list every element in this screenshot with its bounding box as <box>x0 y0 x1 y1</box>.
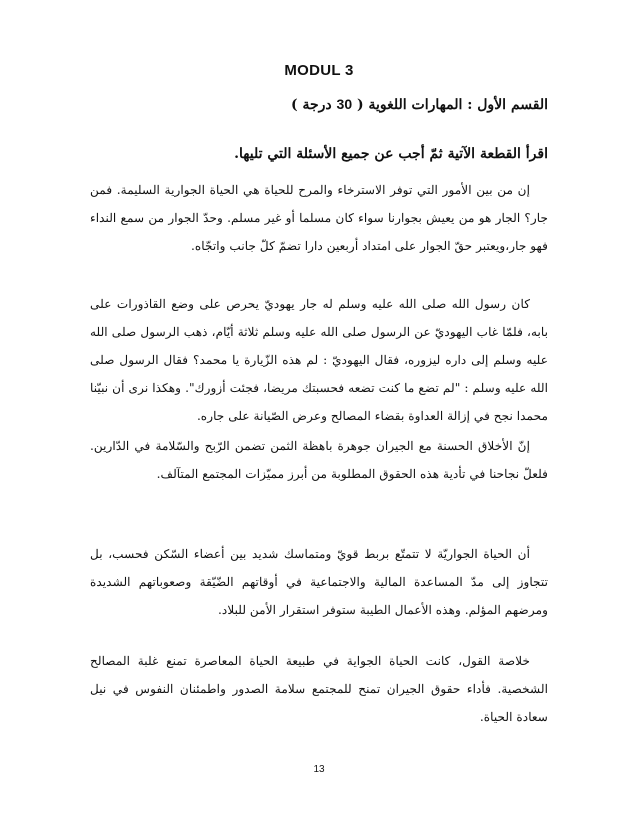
section-heading <box>90 96 548 113</box>
paragraph-2 <box>90 290 548 430</box>
paragraph-text: خلاصة القول، كانت الحياة الجواية في طبيعة الحياة المعاصرة تمنع غلبة المصالح الشخصية. فأداء حقوق الجيران تمنح للمجتمع سلامة الصدور واطمئنان النفوس في نيل سعادة الحياة. <box>90 654 548 724</box>
reading-instruction: اقرأ القطعة الآتية ثمّ أجب عن جميع الأسئلة التي تليها. <box>234 146 548 162</box>
paragraph-text: إنّ الأخلاق الحسنة مع الجيران جوهرة باهظة الثمن تضمن الرّبح والسّلامة في الدّارين. فلعلّ نجاحنا في تأدية هذه الحقوق المطلوبة من أبرز مميّزات المجتمع المتآلف. <box>90 439 548 481</box>
paragraph-4 <box>90 540 548 624</box>
module-title: MODUL 3 <box>284 62 354 79</box>
paragraph-3 <box>90 432 548 488</box>
page-number: 13 <box>313 764 325 775</box>
paragraph-text: إن من بين الأمور التي توفر الاسترخاء والمرح للحياة هي الحياة الجوارية السليمة. فمن جار؟ الجار هو من يعيش بجوارنا سواء كان مسلما أو غير مسلم. وحدّ الجوار من سمع النداء فهو جار،ويعتبر حقّ الجوار على امتداد أربعين دارا تضمّ كلّ جانب واتجّاه. <box>90 183 548 253</box>
paragraph-text: كان رسول الله صلى الله عليه وسلم له جار يهوديّ يحرص على وضع القاذورات على بابه، فلمّا غاب اليهوديّ عن الرسول صلى الله عليه وسلم ثلاثة أيّام، ذهب الرسول صلى الله عليه وسلم إلى داره ليزوره، فقال اليهوديّ : لم هذه الزّيارة يا محمد؟ فقال الرسول صلى الله عليه وسلم : "لم تضع ما كنت تضعه فحسبتك مريضا، فجئت أزورك". وهكذا نرى أن نبيّنا محمدا نجح في إزالة العداوة بقضاء المصالح وعرض الصّيانة على جاره. <box>90 297 548 423</box>
paragraph-text: أن الحياة الجواريّة لا تتمتّع بربط قويّ ومتماسك شديد بين أعضاء السّكن فحسب، بل تتجاوز إلى مدّ المساعدة المالية والاجتماعية في أوقاتهم الضّيّقة وصعوباتهم الشديدة ومرضهم المؤلم. وهذه الأعمال الطيبة ستوفر استقرار الأمن للبلاد. <box>90 547 548 617</box>
paragraph-5 <box>90 647 548 731</box>
paragraph-1 <box>90 176 548 260</box>
section-score-unit: درجة ) <box>291 97 332 113</box>
section-score: 30 <box>336 96 353 112</box>
section-heading-label: القسم الأول : المهارات اللغوية ( <box>357 97 548 113</box>
